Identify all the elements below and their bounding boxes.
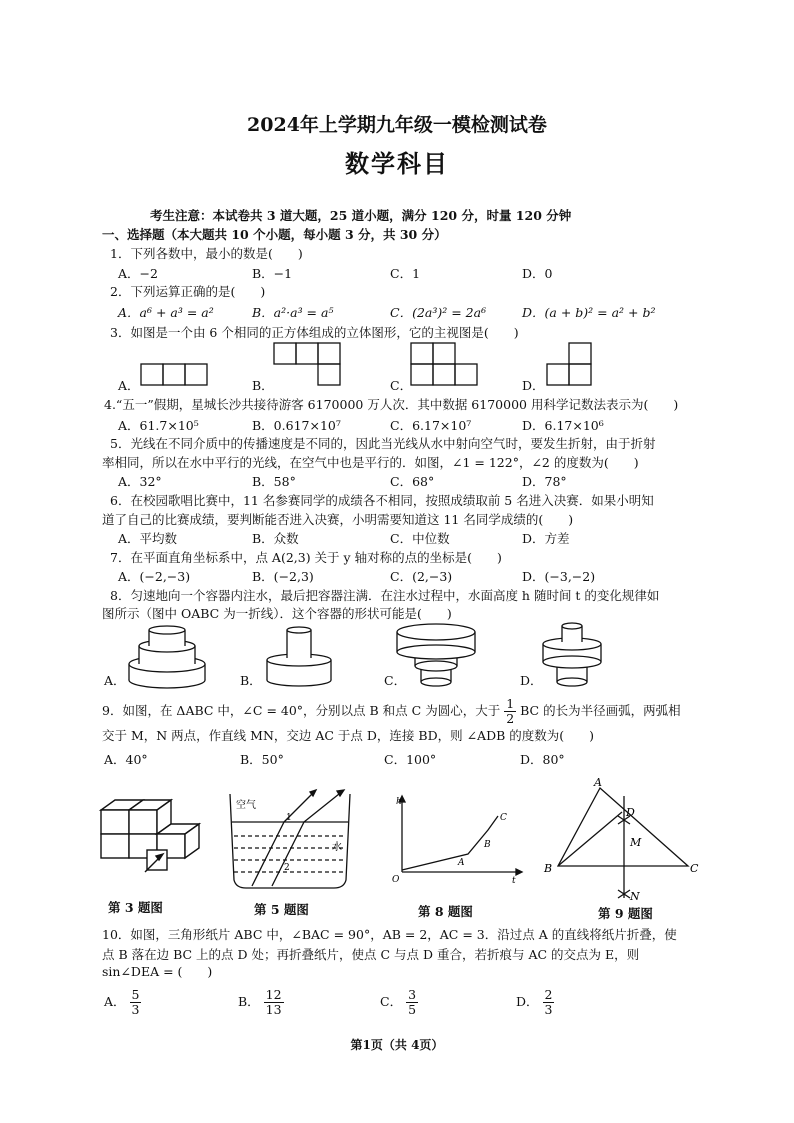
q6-option-d[interactable]: D．方差 (522, 531, 570, 546)
figure-3-caption: 第 3 题图 (108, 900, 163, 915)
question-2-stem: 2．下列运算正确的是( ) (110, 284, 266, 299)
question-10-line1: 10．如图，三角形纸片 ABC 中，∠BAC = 90°，AB = 2，AC = 3．沿过点 A 的直线将纸片折叠，使 (102, 927, 677, 942)
q8-option-d[interactable]: D． (520, 673, 543, 688)
q9-option-c[interactable]: C．100° (384, 752, 437, 767)
exam-notice: 考生注意：本试卷共 3 道大题，25 道小题，满分 120 分，时量 120 分钟 (150, 208, 572, 223)
q7-option-a[interactable]: A．(−2,−3) (118, 569, 191, 584)
question-6-line2: 道了自己的比赛成绩，要判断能否进入决赛，小明需要知道这 11 名同学成绩的( ) (102, 512, 574, 527)
q6-option-c[interactable]: C．中位数 (390, 531, 450, 546)
q10-option-c-label: C． (380, 993, 403, 1009)
question-1-stem: 1．下列各数中，最小的数是( ) (110, 246, 303, 261)
q9-line1-start: 9．如图，在 ΔABC 中，∠C = 40°，分别以点 B 和点 C 为圆心，大于 (102, 702, 501, 718)
fig8-o-label: O (392, 875, 400, 884)
figure-8-graph (388, 792, 528, 884)
figure-9-triangle (538, 776, 708, 906)
exam-title: 2024年上学期九年级一模检测试卷 (247, 114, 547, 136)
q1-option-b[interactable]: B．−1 (252, 266, 293, 281)
q4-option-d[interactable]: D．6.17×10⁶ (522, 418, 604, 433)
fig5-water-label: 水 (332, 842, 342, 853)
figure-5-caption: 第 5 题图 (254, 902, 309, 917)
q4-option-c[interactable]: C．6.17×10⁷ (390, 418, 472, 433)
q1-option-c[interactable]: C．1 (390, 266, 421, 281)
fig9-d-label: D (626, 806, 635, 819)
q10-option-b[interactable] (238, 988, 284, 1017)
q10-c-denominator: 5 (408, 1001, 417, 1017)
question-6-line1: 6．在校园歌唱比赛中，11 名参赛同学的成绩各不相同，按照成绩取前 5 名进入决赛．如果小明知 (110, 493, 654, 508)
q9-option-d[interactable]: D．80° (520, 752, 565, 767)
fig9-n-label: N (630, 890, 640, 903)
q7-option-c[interactable]: C．(2,−3) (390, 569, 453, 584)
q3-option-c[interactable]: C． (390, 378, 413, 393)
q2-option-b[interactable]: B．a²·a³ = a⁵ (252, 305, 334, 320)
q4-option-b[interactable]: B．0.617×10⁷ (252, 418, 341, 433)
q8-container-shapes (125, 620, 645, 692)
q5-option-d[interactable]: D．78° (522, 474, 567, 489)
q9-option-a[interactable]: A．40° (104, 752, 148, 767)
q10-option-c-fraction (406, 988, 418, 1017)
q10-a-denominator: 3 (131, 1001, 140, 1017)
question-5-line2: 率相同，所以在水中平行的光线，在空气中也是平行的．如图，∠1 = 122°，∠2 的度数为( ) (102, 455, 639, 470)
q10-option-c[interactable] (380, 988, 418, 1017)
question-9-line2: 交于 M，N 两点，作直线 MN，交边 AC 于点 D，连接 BD，则 ∠ADB 的度数为( ) (102, 728, 595, 743)
fig9-a-label: A (594, 776, 602, 789)
question-5-line1: 5．光线在不同介质中的传播速度是不同的，因此当光线从水中射向空气时，要发生折射，由于折射 (110, 436, 656, 451)
q5-option-c[interactable]: C．68° (390, 474, 435, 489)
q2-option-c[interactable]: C．(2a³)² = 2a⁶ (390, 305, 487, 320)
fig8-h-label: h (396, 797, 402, 807)
fig8-c-label: C (500, 813, 507, 823)
q8-option-a[interactable]: A． (104, 673, 126, 688)
q10-option-d-fraction (543, 988, 555, 1017)
q10-option-a-fraction (130, 988, 142, 1017)
q2-option-a[interactable]: A．a⁶ + a³ = a² (118, 305, 214, 320)
fig5-air-label: 空气 (236, 800, 256, 811)
figure-9-caption: 第 9 题图 (598, 906, 653, 921)
q10-option-b-label: B． (238, 993, 260, 1009)
q8-option-c[interactable]: C． (384, 673, 407, 688)
question-10-line3: sin∠DEA = ( ) (102, 964, 213, 979)
question-3-stem: 3．如图是一个由 6 个相同的正方体组成的立体图形，它的主视图是( ) (110, 325, 519, 340)
q3-option-b[interactable]: B． (252, 378, 274, 393)
q7-option-b[interactable]: B．(−2,3) (252, 569, 314, 584)
fig9-c-label: C (690, 862, 699, 875)
fig8-b-label: B (484, 840, 491, 850)
page-number: 第1页（共 4页） (350, 1038, 444, 1052)
q10-option-a[interactable] (104, 988, 141, 1017)
q3-option-a[interactable]: A． (118, 378, 140, 393)
q6-option-a[interactable]: A．平均数 (118, 531, 178, 546)
question-10-line2: 点 B 落在边 BC 上的点 D 处；再折叠纸片，使点 C 与点 D 重合，若折痕与 AC 的交点为 E，则 (102, 947, 640, 962)
section-heading: 一、选择题（本大题共 10 个小题，每小题 3 分，共 30 分） (102, 227, 447, 242)
q4-option-a[interactable]: A．61.7×10⁵ (118, 418, 199, 433)
q9-half-fraction (504, 697, 516, 726)
fig5-angle2-label: 2 (284, 863, 290, 873)
q9-half-denominator: 2 (506, 710, 515, 726)
q10-b-denominator: 13 (265, 1001, 282, 1017)
q10-option-d[interactable] (516, 988, 554, 1017)
q1-option-a[interactable]: A．−2 (118, 266, 158, 281)
q3-option-views (140, 342, 660, 388)
fig9-b-label: B (544, 862, 553, 875)
q8-option-b[interactable]: B． (240, 673, 262, 688)
q9-half-numerator: 1 (506, 696, 515, 711)
q10-b-numerator: 12 (265, 987, 282, 1002)
q9-option-b[interactable]: B．50° (240, 752, 284, 767)
q10-d-numerator: 2 (544, 987, 553, 1002)
q9-line1-end: BC 的长为半径画弧，两弧相 (520, 702, 681, 718)
q10-option-a-label: A． (104, 993, 126, 1009)
q5-option-b[interactable]: B．58° (252, 474, 296, 489)
q10-d-denominator: 3 (544, 1001, 553, 1017)
q3-option-d[interactable]: D． (522, 378, 545, 393)
question-7-stem: 7．在平面直角坐标系中，点 A(2,3) 关于 y 轴对称的点的坐标是( ) (110, 550, 502, 565)
q7-option-d[interactable]: D．(−3,−2) (522, 569, 596, 584)
q10-a-numerator: 5 (131, 987, 140, 1002)
question-4-stem: 4.“五一”假期，星城长沙共接待游客 6170000 万人次．其中数据 6170000 用科学记数法表示为( ) (104, 397, 679, 412)
q1-option-d[interactable]: D．0 (522, 266, 553, 281)
q10-option-d-label: D． (516, 993, 539, 1009)
question-8-line2: 图所示（图中 OABC 为一折线）．这个容器的形状可能是( ) (102, 606, 452, 621)
q6-option-b[interactable]: B．众数 (252, 531, 299, 546)
subject-title: 数学科目 (345, 149, 449, 178)
figure-3-cubes (95, 796, 215, 886)
fig8-a-label: A (458, 858, 465, 868)
question-8-line1: 8．匀速地向一个容器内注水，最后把容器注满．在注水过程中，水面高度 h 随时间 t 的变化规律如 (110, 588, 660, 603)
question-9-line1 (102, 697, 681, 726)
fig5-angle1-label: 1 (286, 813, 292, 823)
q5-option-a[interactable]: A．32° (118, 474, 162, 489)
q10-option-b-fraction (264, 988, 284, 1017)
q2-option-d[interactable]: D．(a + b)² = a² + b² (522, 305, 656, 320)
figure-8-caption: 第 8 题图 (418, 904, 473, 919)
fig8-t-label: t (512, 876, 516, 884)
figure-5-beaker (222, 784, 362, 894)
q10-c-numerator: 3 (408, 987, 417, 1002)
fig9-m-label: M (630, 836, 642, 849)
